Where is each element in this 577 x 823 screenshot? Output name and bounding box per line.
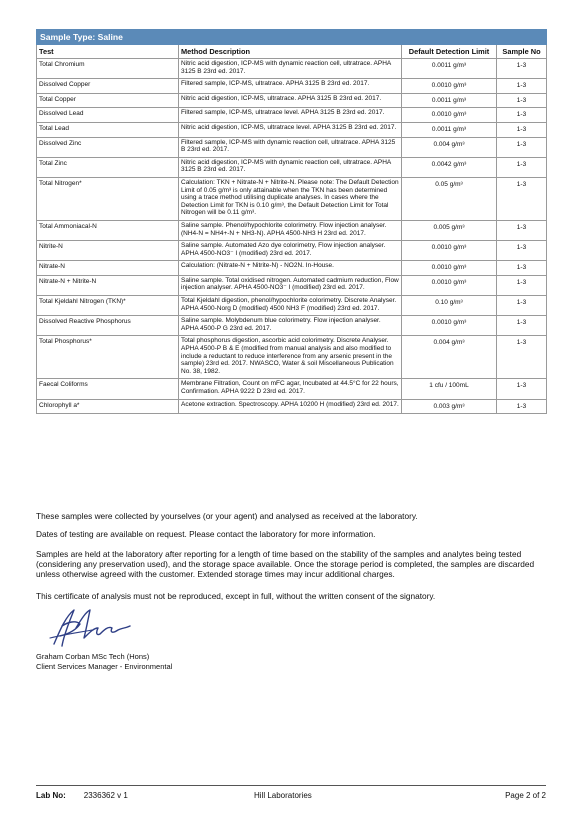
detection-limit-cell: 0.0010 g/m³ [402, 275, 497, 295]
table-row [37, 157, 547, 177]
method-cell: Filtered sample, ICP-MS, ultratrace level. APHA 3125 B 23rd ed. 2017. [179, 108, 402, 123]
sample-no-cell: 1-3 [497, 137, 547, 157]
table-row [37, 261, 547, 276]
table-row [37, 122, 547, 137]
method-cell: Nitric acid digestion, ICP-MS, ultratrace. APHA 3125 B 23rd ed. 2017. [179, 93, 402, 108]
methods-table [36, 29, 547, 414]
table-row [37, 79, 547, 94]
sample-no-cell: 1-3 [497, 336, 547, 379]
sample-no-cell: 1-3 [497, 275, 547, 295]
test-cell: Nitrate-N + Nitrite-N [37, 275, 179, 295]
header-method: Method Description [179, 45, 402, 59]
test-cell: Faecal Coliforms [37, 379, 179, 399]
test-cell: Dissolved Zinc [37, 137, 179, 157]
sample-no-cell: 1-3 [497, 122, 547, 137]
test-cell: Dissolved Lead [37, 108, 179, 123]
detection-limit-cell: 0.0010 g/m³ [402, 241, 497, 261]
table-row [37, 220, 547, 240]
detection-limit-cell: 0.0011 g/m³ [402, 93, 497, 108]
table-row [37, 336, 547, 379]
test-cell: Nitrite-N [37, 241, 179, 261]
test-cell: Total Zinc [37, 157, 179, 177]
table-body [37, 59, 547, 414]
test-cell: Total Kjeldahl Nitrogen (TKN)* [37, 296, 179, 316]
signatory-name: Graham Corban MSc Tech (Hons) [36, 652, 150, 661]
table-row [37, 379, 547, 399]
notes [36, 511, 544, 601]
detection-limit-cell: 0.0010 g/m³ [402, 261, 497, 276]
note-collection: These samples were collected by yourselves (or your agent) and analysed as received at the laboratory. [36, 511, 418, 521]
detection-limit-cell: 0.0010 g/m³ [402, 79, 497, 94]
method-cell: Acetone extraction. Spectroscopy. APHA 10200 H (modified) 23rd ed. 2017. [179, 399, 402, 414]
note-dates: Dates of testing are available on request. Please contact the laboratory for more information. [36, 529, 376, 539]
note-storage: Samples are held at the laboratory after reporting for a length of time based on the stability of the samples and analytes being tested (considering any preservation used), and the storage space available. Once the storage period is completed, the samples are discarded unless otherwise agreed with the customer. Extended storage times may incur additional charges. [36, 549, 535, 579]
table-row [37, 108, 547, 123]
table-row [37, 275, 547, 295]
table-row [37, 241, 547, 261]
detection-limit-cell: 0.005 g/m³ [402, 220, 497, 240]
method-cell: Filtered sample, ICP-MS with dynamic reaction cell, ultratrace. APHA 3125 B 23rd ed. 2017. [179, 137, 402, 157]
lab-number-label: Lab No: [36, 791, 66, 800]
detection-limit-cell: 0.004 g/m³ [402, 137, 497, 157]
method-cell: Saline sample. Automated Azo dye colorimetry, Flow injection analyser. APHA 4500-NO3⁻ I (modified) 23rd ed. 2017. [179, 241, 402, 261]
signatory-block [36, 652, 172, 671]
header-test: Test [37, 45, 179, 59]
sample-no-cell: 1-3 [497, 157, 547, 177]
company-name: Hill Laboratories [254, 791, 312, 800]
sample-type-title: Sample Type: Saline [37, 30, 547, 45]
detection-limit-cell: 0.0010 g/m³ [402, 316, 497, 336]
method-cell: Calculation: (Nitrate-N + Nitrite-N) - NO2N. In-House. [179, 261, 402, 276]
sample-no-cell: 1-3 [497, 399, 547, 414]
test-cell: Total Chromium [37, 59, 179, 79]
methods-table-container [36, 29, 546, 414]
method-cell: Saline sample. Molybdenum blue colorimetry. Flow injection analyser. APHA 4500-P G 23rd ed. 2017. [179, 316, 402, 336]
method-cell: Nitric acid digestion, ICP-MS with dynamic reaction cell, ultratrace. APHA 3125 B 23rd ed. 2017. [179, 59, 402, 79]
detection-limit-cell: 0.0010 g/m³ [402, 108, 497, 123]
test-cell: Total Phosphorus* [37, 336, 179, 379]
note-copyright: This certificate of analysis must not be reproduced, except in full, without the written consent of the signatory. [36, 591, 436, 601]
method-cell: Calculation: TKN + Nitrate-N + Nitrite-N. Please note: The Default Detection Limit of 0.05 g/m³ is only attainable when the TKN has been determined using a trace method utilising duplicate analyses. In cases where the Detection Limit for TKN is 0.10 g/m³, the Default Detection Limit for Total Nitrogen will be 0.11 g/m³. [179, 177, 402, 220]
method-cell: Total phosphorus digestion, ascorbic acid colorimetry. Discrete Analyser. APHA 4500-P B & E (modified from manual analysis and also modified to include a reductant to reduce interference from any arsenic present in the sample) 23rd ed. 2017. NWASCO, Water & soil Miscellaneous Publication No. 38, 1982. [179, 336, 402, 379]
signature-image [46, 604, 136, 650]
method-cell: Saline sample. Phenol/hypochlorite colorimetry. Flow injection analyser. (NH4-N = NH4+-N + NH3-N). APHA 4500-NH3 H 23rd ed. 2017. [179, 220, 402, 240]
test-cell: Dissolved Copper [37, 79, 179, 94]
table-row [37, 399, 547, 414]
sample-no-cell: 1-3 [497, 93, 547, 108]
sample-no-cell: 1-3 [497, 177, 547, 220]
detection-limit-cell: 0.10 g/m³ [402, 296, 497, 316]
table-header-row [37, 45, 547, 59]
sample-no-cell: 1-3 [497, 59, 547, 79]
detection-limit-cell: 0.0011 g/m³ [402, 59, 497, 79]
sample-no-cell: 1-3 [497, 220, 547, 240]
test-cell: Dissolved Reactive Phosphorus [37, 316, 179, 336]
sample-no-cell: 1-3 [497, 379, 547, 399]
test-cell: Chlorophyll a* [37, 399, 179, 414]
test-cell: Total Copper [37, 93, 179, 108]
sample-no-cell: 1-3 [497, 241, 547, 261]
method-cell: Nitric acid digestion, ICP-MS, ultratrace level. APHA 3125 B 23rd ed. 2017. [179, 122, 402, 137]
table-row [37, 296, 547, 316]
sample-no-cell: 1-3 [497, 108, 547, 123]
method-cell: Nitric acid digestion, ICP-MS with dynamic reaction cell, ultratrace. APHA 3125 B 23rd ed. 2017. [179, 157, 402, 177]
signatory-role: Client Services Manager - Environmental [36, 661, 173, 671]
detection-limit-cell: 0.0042 g/m³ [402, 157, 497, 177]
header-detection-limit: Default Detection Limit [402, 45, 497, 59]
sample-type-bar [37, 30, 547, 45]
detection-limit-cell: 0.004 g/m³ [402, 336, 497, 379]
test-cell: Total Nitrogen* [37, 177, 179, 220]
table-row [37, 93, 547, 108]
sample-no-cell: 1-3 [497, 316, 547, 336]
test-cell: Nitrate-N [37, 261, 179, 276]
detection-limit-cell: 0.0011 g/m³ [402, 122, 497, 137]
sample-no-cell: 1-3 [497, 79, 547, 94]
method-cell: Filtered sample, ICP-MS, ultratrace. APHA 3125 B 23rd ed. 2017. [179, 79, 402, 94]
page-footer [36, 791, 546, 803]
detection-limit-cell: 0.003 g/m³ [402, 399, 497, 414]
detection-limit-cell: 0.05 g/m³ [402, 177, 497, 220]
test-cell: Total Ammoniacal-N [37, 220, 179, 240]
table-row [37, 177, 547, 220]
method-cell: Membrane Filtration, Count on mFC agar, Incubated at 44.5°C for 22 hours, Confirmation. APHA 9222 D 23rd ed. 2017. [179, 379, 402, 399]
header-sample-no: Sample No [497, 45, 547, 59]
test-cell: Total Lead [37, 122, 179, 137]
page-number: Page 2 of 2 [505, 791, 546, 800]
table-row [37, 59, 547, 79]
lab-number [36, 791, 128, 800]
sample-no-cell: 1-3 [497, 296, 547, 316]
method-cell: Saline sample. Total oxidised nitrogen. Automated cadmium reduction, Flow injection analyser. APHA 4500-NO3⁻ I (modified) 23rd ed. 2017. [179, 275, 402, 295]
table-row [37, 316, 547, 336]
detection-limit-cell: 1 cfu / 100mL [402, 379, 497, 399]
sample-no-cell: 1-3 [497, 261, 547, 276]
lab-number-value: 2336362 v 1 [83, 791, 128, 800]
footer-divider [36, 785, 546, 786]
table-row [37, 137, 547, 157]
method-cell: Total Kjeldahl digestion, phenol/hypochlorite colorimetry. Discrete Analyser. APHA 4500-Norg D (modified) 4500 NH3 F (modified) 23rd ed. 2017. [179, 296, 402, 316]
